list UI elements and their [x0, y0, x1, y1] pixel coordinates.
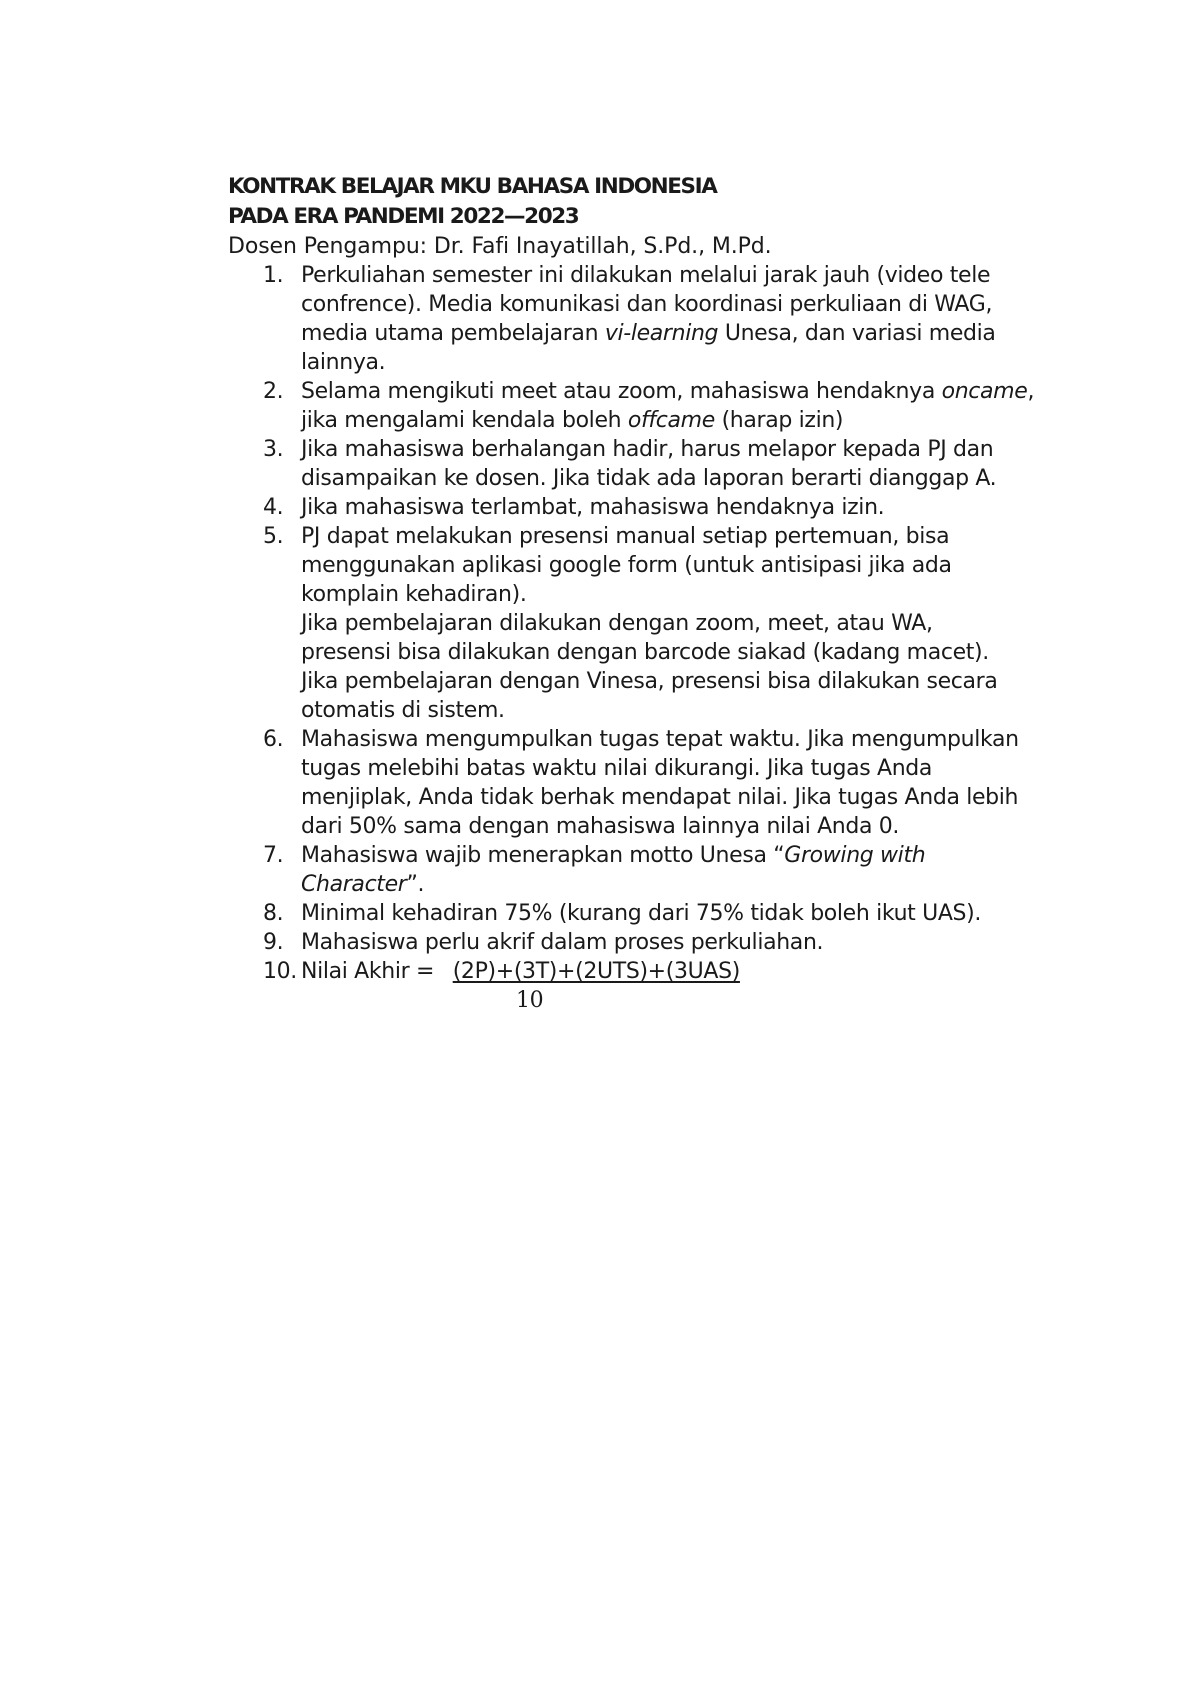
- list-item-line: [301, 899, 1058, 928]
- list-item-number: 3.: [263, 437, 284, 462]
- list-item: [228, 377, 1058, 435]
- text-segment: ”.: [406, 872, 425, 897]
- list-item: [228, 261, 1058, 377]
- list-item-line: [301, 725, 1058, 754]
- list-item-number: 8.: [263, 901, 284, 926]
- list-item-number: 6.: [263, 727, 284, 752]
- list-item: [228, 725, 1058, 841]
- document-title-line-2: PADA ERA PANDEMI 2022—2023: [228, 204, 579, 229]
- text-segment: jika mengalami kendala boleh: [301, 408, 628, 433]
- italic-term: Character: [301, 872, 407, 897]
- text-segment: Mahasiswa wajib menerapkan motto Unesa “: [301, 843, 785, 868]
- list-item-line: [301, 348, 1058, 377]
- list-item-number: 1.: [263, 263, 284, 288]
- formula-line: [301, 957, 1058, 986]
- text-segment: Jika mahasiswa terlambat, mahasiswa hendaknya izin.: [301, 495, 885, 520]
- italic-term: vi-learning: [604, 321, 719, 346]
- text-segment: Jika pembelajaran dengan Vinesa, presensi bisa dilakukan secara: [301, 669, 998, 694]
- formula-denominator: 10: [516, 988, 544, 1013]
- text-segment: Jika pembelajaran dilakukan dengan zoom, meet, atau WA,: [301, 611, 933, 636]
- lecturer-line: Dosen Pengampu: Dr. Fafi Inayatillah, S.Pd., M.Pd.: [228, 234, 772, 259]
- formula-label: Nilai Akhir =: [301, 959, 435, 984]
- list-item-line: [301, 522, 1058, 551]
- rules-list: [228, 261, 1058, 957]
- list-item-line: [301, 638, 1058, 667]
- list-item: [228, 928, 1058, 957]
- list-item-line: [301, 696, 1058, 725]
- list-item-line: [301, 261, 1058, 290]
- list-item-number: 5.: [263, 524, 284, 549]
- text-segment: PJ dapat melakukan presensi manual setiap pertemuan, bisa: [301, 524, 950, 549]
- text-segment: disampaikan ke dosen. Jika tidak ada laporan berarti dianggap A.: [301, 466, 997, 491]
- text-segment: (harap izin): [714, 408, 844, 433]
- text-segment: ,: [1027, 379, 1035, 404]
- text-segment: tugas melebihi batas waktu nilai dikurangi. Jika tugas Anda: [301, 756, 933, 781]
- list-item-line: [301, 928, 1058, 957]
- text-segment: Perkuliahan semester ini dilakukan melalui jarak jauh (video tele: [301, 263, 991, 288]
- text-segment: Selama mengikuti meet atau zoom, mahasiswa hendaknya: [301, 379, 942, 404]
- formula-numerator: (2P)+(3T)+(2UTS)+(3UAS): [452, 959, 740, 984]
- text-segment: Mahasiswa mengumpulkan tugas tepat waktu. Jika mengumpulkan: [301, 727, 1019, 752]
- list-item-line: [301, 667, 1058, 696]
- list-item-number: 4.: [263, 495, 284, 520]
- text-segment: komplain kehadiran).: [301, 582, 527, 607]
- text-segment: lainnya.: [301, 350, 386, 375]
- list-item-line: [301, 870, 1058, 899]
- list-item-line: [301, 783, 1058, 812]
- list-item-number: 9.: [263, 930, 284, 955]
- list-item-line: [301, 377, 1058, 406]
- text-segment: Unesa, dan variasi media: [718, 321, 996, 346]
- list-item: [228, 435, 1058, 493]
- final-grade-formula: [228, 957, 1058, 1015]
- list-item-number: 10.: [263, 959, 297, 984]
- list-item-line: [301, 551, 1058, 580]
- text-segment: presensi bisa dilakukan dengan barcode siakad (kadang macet).: [301, 640, 989, 665]
- list-item-line: [301, 841, 1058, 870]
- text-segment: media utama pembelajaran: [301, 321, 605, 346]
- list-item-line: [301, 580, 1058, 609]
- list-item-line: [301, 812, 1058, 841]
- text-segment: menjiplak, Anda tidak berhak mendapat nilai. Jika tugas Anda lebih: [301, 785, 1019, 810]
- text-segment: dari 50% sama dengan mahasiswa lainnya nilai Anda 0.: [301, 814, 900, 839]
- list-item-line: [301, 493, 1058, 522]
- document-title-line-1: KONTRAK BELAJAR MKU BAHASA INDONESIA: [228, 174, 717, 199]
- list-item-line: [301, 609, 1058, 638]
- list-item-line: [301, 406, 1058, 435]
- text-segment: Mahasiswa perlu akrif dalam proses perkuliahan.: [301, 930, 824, 955]
- text-segment: Jika mahasiswa berhalangan hadir, harus melapor kepada PJ dan: [301, 437, 994, 462]
- list-item-number: 7.: [263, 843, 284, 868]
- text-segment: Minimal kehadiran 75% (kurang dari 75% tidak boleh ikut UAS).: [301, 901, 982, 926]
- italic-term: offcame: [627, 408, 715, 433]
- list-item: [228, 841, 1058, 899]
- text-segment: otomatis di sistem.: [301, 698, 505, 723]
- list-item-line: [301, 290, 1058, 319]
- list-item: [228, 899, 1058, 928]
- list-item-line: [301, 435, 1058, 464]
- text-segment: menggunakan aplikasi google form (untuk antisipasi jika ada: [301, 553, 952, 578]
- list-item: [228, 493, 1058, 522]
- contract-content: [228, 172, 1058, 1015]
- text-segment: confrence). Media komunikasi dan koordinasi perkuliaan di WAG,: [301, 292, 993, 317]
- list-item-line: [301, 319, 1058, 348]
- italic-term: oncame: [941, 379, 1028, 404]
- list-item-line: [301, 464, 1058, 493]
- list-item-number: 2.: [263, 379, 284, 404]
- list-item: [228, 522, 1058, 725]
- italic-term: Growing with: [784, 843, 926, 868]
- list-item-line: [301, 754, 1058, 783]
